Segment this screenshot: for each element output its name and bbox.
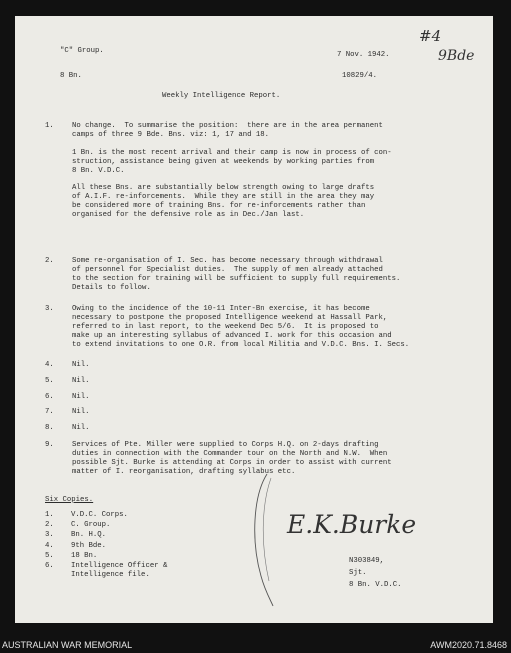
report-title: Weekly Intelligence Report. [162,92,281,100]
copy-number: 5. [45,552,54,560]
copy-number: 6. [45,562,54,570]
item-text: Services of Pte. Miller were supplied to Corps H.Q. on 2-days drafting duties in connection with the Commander tour on the North and N.W. When possible Sjt. Burke is attending at Corps in order to assist with current matter of I. reorganisation, drafting syllabus etc. [72,441,392,476]
document-page [15,16,493,623]
item-text: Nil. [72,361,90,369]
handwritten-signature: E.K.Burke [287,510,417,539]
handwritten-note-number: #4 [419,27,442,45]
item-text: Nil. [72,424,90,432]
copy-number: 4. [45,542,54,550]
copy-recipient: V.D.C. Corps. [71,511,128,519]
copy-number: 1. [45,511,54,519]
document-date: 7 Nov. 1942. [337,51,390,59]
copy-recipient: Intelligence Officer & Intelligence file. [71,562,168,579]
signatory-number: N303849, [349,557,385,565]
item-number: 6. [45,393,54,401]
item-number: 2. [45,257,54,265]
item-number: 4. [45,361,54,369]
item-number: 9. [45,441,54,449]
copy-recipient: Bn. H.Q. [71,531,107,539]
item-text: Nil. [72,393,90,401]
copy-recipient: 18 Bn. [71,552,98,560]
signatory-unit: 8 Bn. V.D.C. [349,581,402,589]
item-number: 1. [45,122,54,130]
signature-flourish-stroke-2 [263,478,271,581]
item-number: 3. [45,305,54,313]
item-text: Nil. [72,408,90,416]
copy-recipient: C. Group. [71,521,111,529]
copy-recipient: 9th Bde. [71,542,107,550]
archive-reference: AWM2020.71.8468 [430,640,507,650]
from-battalion: 8 Bn. [60,72,82,80]
signatory-rank: Sjt. [349,569,367,577]
reference-number: 10829/4. [342,72,378,80]
copy-number: 2. [45,521,54,529]
item-text: No change. To summarise the position: there are in the area permanent camps of three 9 Bde. Bns. viz: 1, 17 and 18. 1 Bn. is the most recent arrival and their camp is now in process of con- struction, assistance being given at weekends by working parties from 8 Bn. V.D.C. All these Bns. are substantially below strength owing to large drafts of A.I.F. re-inforcements. While they are still in the area they may be considered more of training Bns. for re-inforcements rather than organised for the defensive role as in Dec./Jan last. [72,122,392,220]
signature-marks [15,16,493,623]
handwritten-note-brigade: 9Bde [438,48,475,64]
archive-footer [0,636,511,653]
archive-name: AUSTRALIAN WAR MEMORIAL [2,640,133,650]
copies-heading: Six Copies. [45,496,94,504]
copy-number: 3. [45,531,54,539]
from-group: "C" Group. [60,47,104,55]
item-text: Some re-organisation of I. Sec. has become necessary through withdrawal of personnel for Specialist duties. The supply of men already attached to the section for training will be sufficient to supply full requirements. Details to follow. [72,257,401,292]
item-text: Owing to the incidence of the 10-11 Inter-Bn exercise, it has become necessary to postpone the proposed Intelligence weekend at Hassall Park, referred to in last report, to the weekend Dec 5/6. It is proposed to make up an interesting syllabus of advanced I. work for this occasion and to extend invitations to one O.R. from local Militia and V.D.C. Bns. I. Secs. [72,305,410,349]
item-number: 5. [45,377,54,385]
signature-flourish-stroke [255,474,273,606]
item-number: 8. [45,424,54,432]
item-number: 7. [45,408,54,416]
item-text: Nil. [72,377,90,385]
